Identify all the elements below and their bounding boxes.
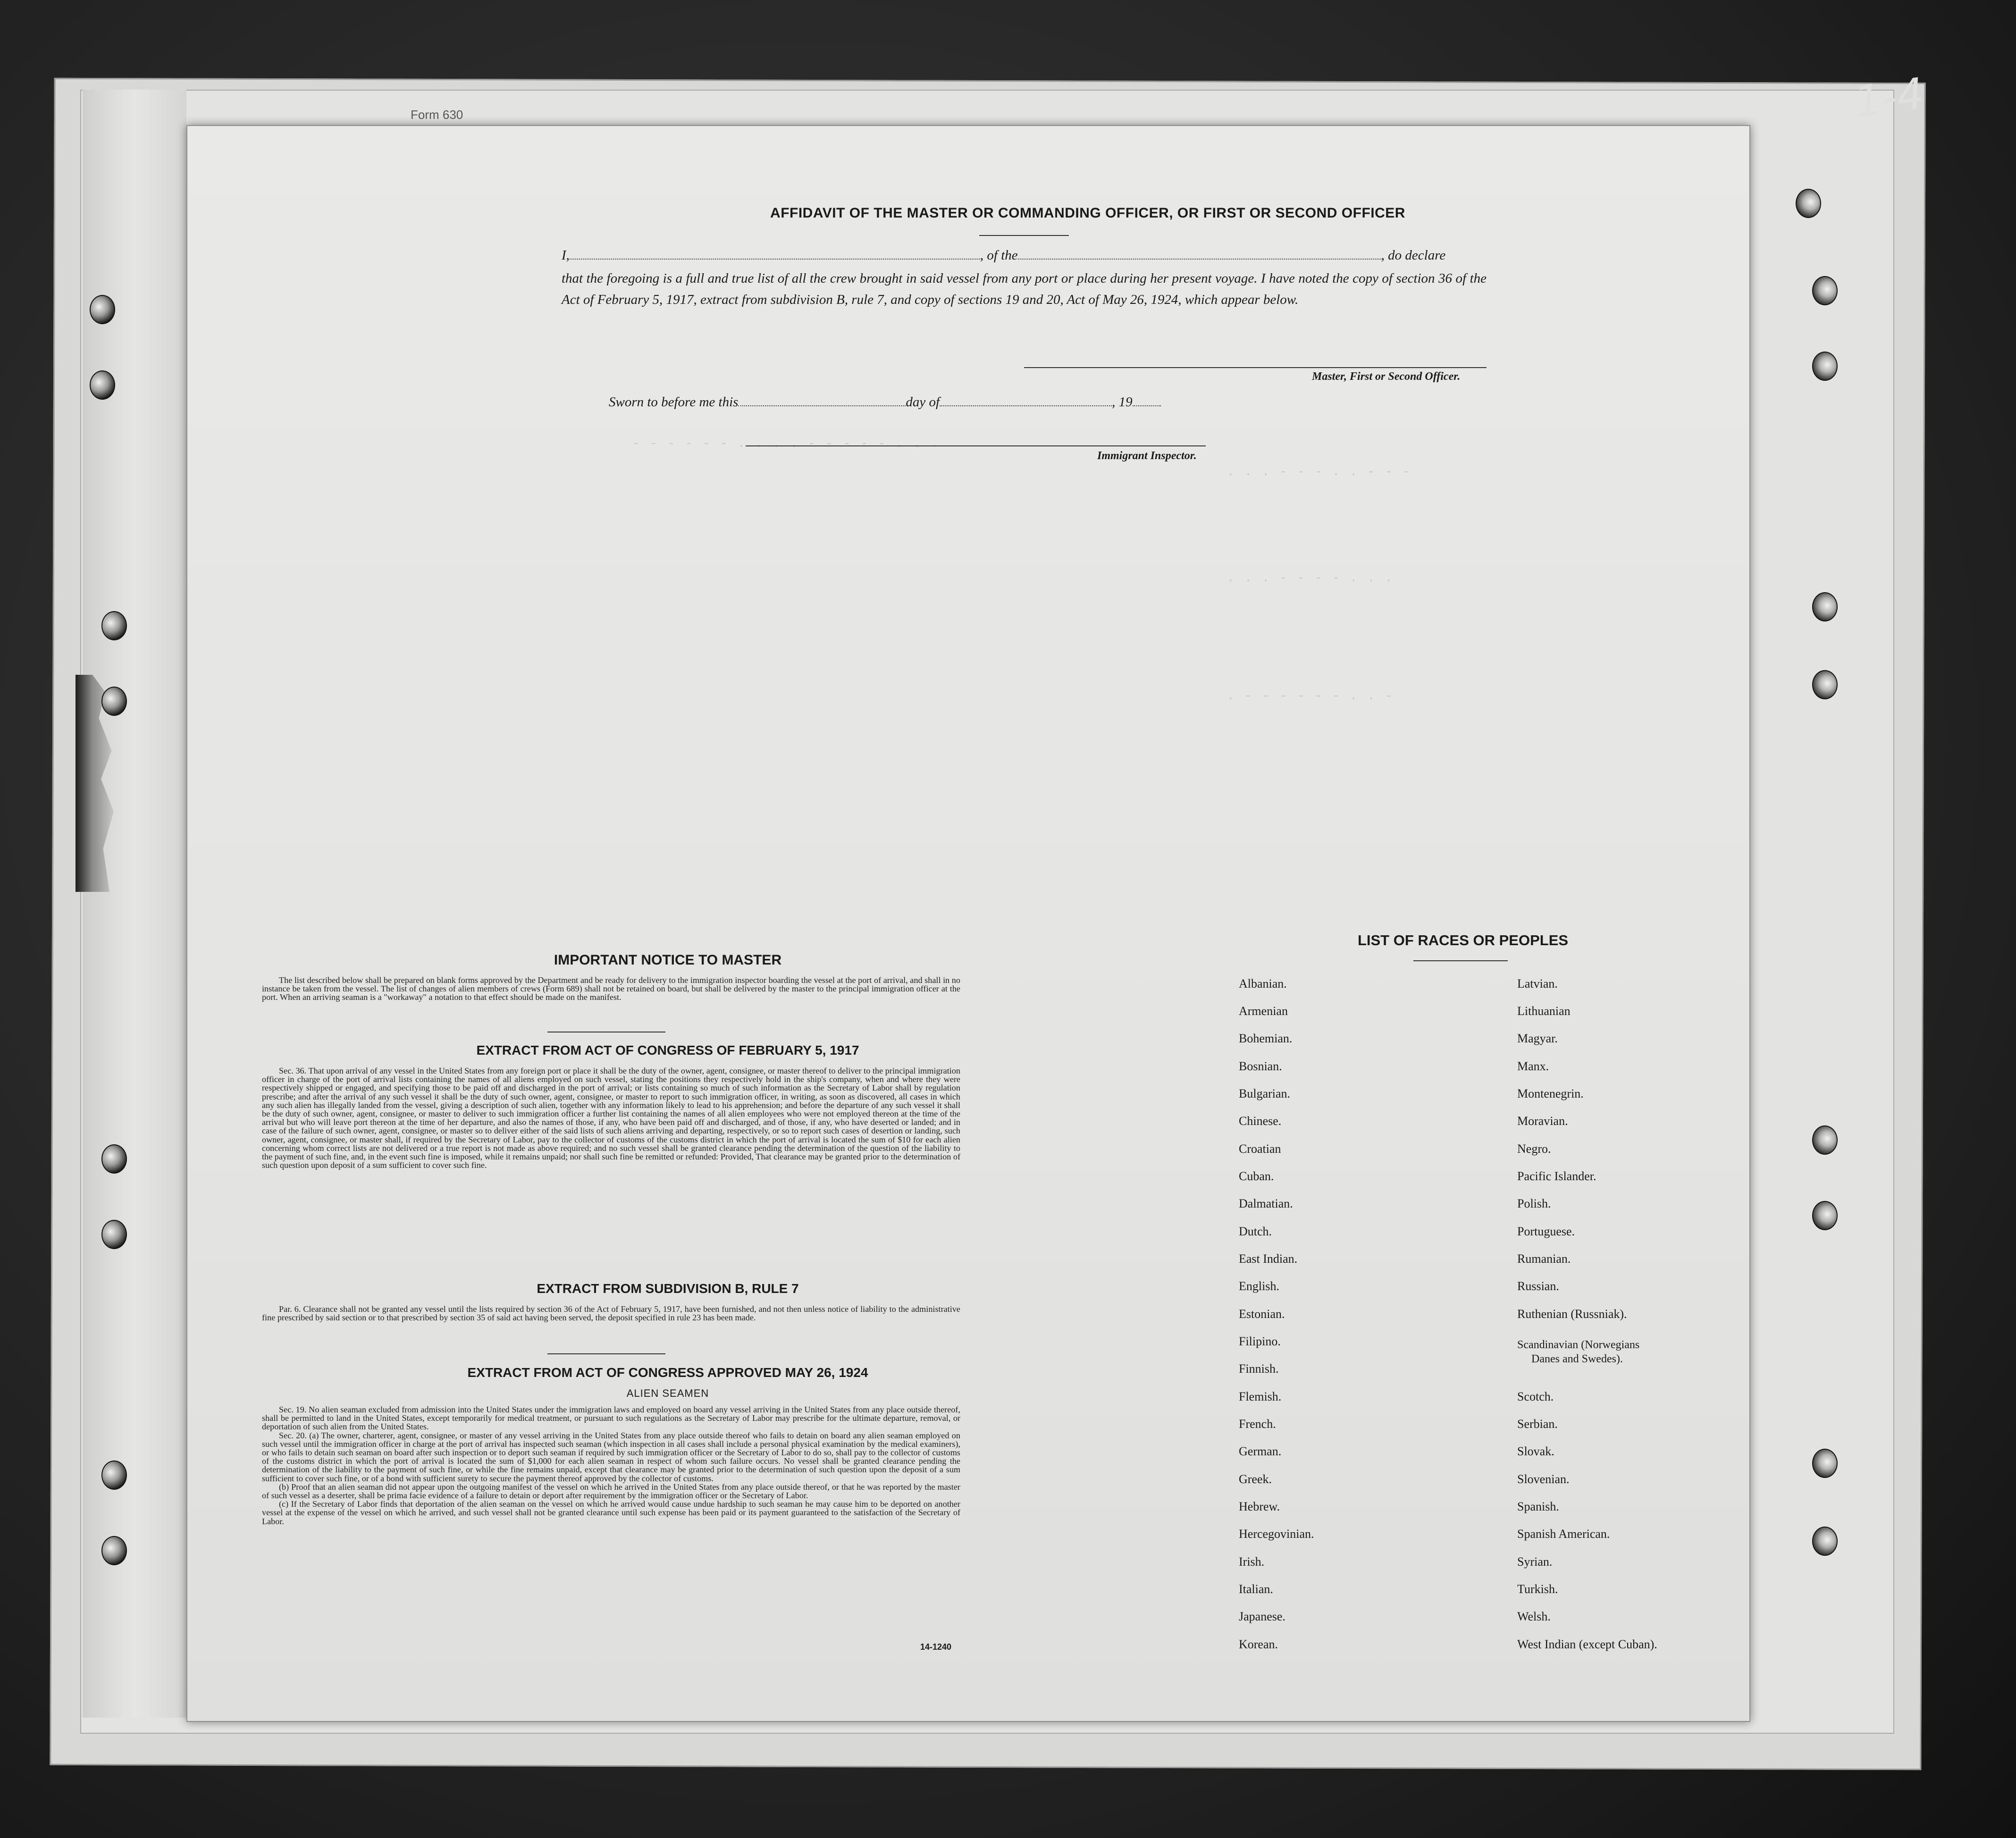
races-divider bbox=[1413, 960, 1508, 961]
inspector-signature-label: Immigrant Inspector. bbox=[1097, 450, 1197, 462]
affidavit-title: AFFIDAVIT OF THE MASTER OR COMMANDING OFFICER, OR FIRST OR SECOND OFFICER bbox=[770, 205, 1405, 221]
bleed-through-row: . . . - - - . . - - - bbox=[1227, 465, 1411, 479]
race-right-item: Danes and Swedes). bbox=[1531, 1353, 1623, 1365]
race-right-item: Rumanian. bbox=[1517, 1252, 1571, 1266]
name-blank[interactable] bbox=[570, 258, 980, 260]
race-right-item: Syrian. bbox=[1517, 1555, 1553, 1569]
vessel-blank[interactable] bbox=[1018, 258, 1381, 260]
race-left-item: Dalmatian. bbox=[1239, 1197, 1293, 1210]
decl-do-declare-label: , do declare bbox=[1381, 248, 1446, 263]
binder-hole bbox=[101, 1144, 127, 1174]
extract-1917-text bbox=[262, 1066, 960, 1169]
race-left-item: Finnish. bbox=[1239, 1362, 1279, 1376]
binding-strip bbox=[83, 90, 186, 1718]
decl-of-the-label: , of the bbox=[980, 248, 1018, 263]
race-right-item: Lithuanian bbox=[1517, 1004, 1571, 1018]
extract-rule7-paragraph: Par. 6. Clearance shall not be granted any vessel until the lists required by section 36 of the Act of February 5, 1917, have been furnished, and not then unless notice of liability to the administrative fine prescribed by said section or to that prescribed by section 35 of said act having been served, the deposit specified in rule 23 has been made. bbox=[262, 1304, 960, 1323]
binder-hole bbox=[1812, 352, 1838, 381]
binder-hole bbox=[1812, 276, 1838, 305]
race-right-item: Ruthenian (Russniak). bbox=[1517, 1307, 1627, 1321]
binder-hole bbox=[101, 1536, 127, 1565]
decl-i-label: I, bbox=[562, 248, 570, 263]
title-divider bbox=[979, 235, 1069, 236]
binder-hole bbox=[1812, 1527, 1838, 1556]
extract-1924-subtitle: ALIEN SEAMEN bbox=[626, 1387, 709, 1399]
race-left-item: Hercegovinian. bbox=[1239, 1527, 1314, 1541]
sworn-month-blank[interactable] bbox=[940, 405, 1112, 406]
bleed-through-row: . - - - - - - . . - bbox=[1227, 689, 1394, 703]
extract-rule7-title: EXTRACT FROM SUBDIVISION B, RULE 7 bbox=[537, 1281, 799, 1296]
sworn-year: , 19 bbox=[1112, 394, 1133, 410]
race-left-item: Albanian. bbox=[1239, 977, 1287, 990]
binder-hole bbox=[1796, 189, 1821, 218]
race-left-item: Croatian bbox=[1239, 1142, 1281, 1156]
race-right-item: Slovak. bbox=[1517, 1444, 1554, 1458]
corner-mark: 1-4 bbox=[1851, 68, 1927, 127]
race-left-item: Italian. bbox=[1239, 1582, 1273, 1596]
notice-paragraph: The list described below shall be prepared on blank forms approved by the Department and be ready for delivery to the immigration inspector boarding the vessel at the port of arrival, and shall in no instance be taken from the vessel. The list of changes of alien members of crews (Form 689) shall not be retained on board, but shall be delivered by the master to the principal immigration officer at the port. When an arriving seaman is a "workaway" a notation to that effect should be made on the manifest. bbox=[262, 975, 960, 1002]
notice-title: IMPORTANT NOTICE TO MASTER bbox=[554, 952, 782, 968]
race-right-item: Spanish American. bbox=[1517, 1527, 1610, 1541]
sworn-year-blank[interactable] bbox=[1133, 405, 1161, 406]
race-right-item: Turkish. bbox=[1517, 1582, 1558, 1596]
race-right-item: West Indian (except Cuban). bbox=[1517, 1637, 1657, 1651]
race-right-item: Pacific Islander. bbox=[1517, 1169, 1596, 1183]
race-left-item: Greek. bbox=[1239, 1472, 1272, 1486]
extract-1917-title: EXTRACT FROM ACT OF CONGRESS OF FEBRUARY 5, 1917 bbox=[476, 1043, 859, 1057]
race-left-item: English. bbox=[1239, 1279, 1279, 1293]
race-left-item: Bulgarian. bbox=[1239, 1087, 1291, 1100]
race-left-item: Bosnian. bbox=[1239, 1059, 1282, 1073]
race-right-item: Manx. bbox=[1517, 1059, 1549, 1073]
race-right-item: Portuguese. bbox=[1517, 1225, 1575, 1238]
binder-hole bbox=[1812, 670, 1838, 699]
binder-hole bbox=[1812, 1449, 1838, 1478]
binder-hole bbox=[1812, 592, 1838, 621]
bleed-through-row: . . . - - - - . . . bbox=[1227, 571, 1394, 585]
sec20a-paragraph: Sec. 20. (a) The owner, charterer, agent, consignee, or master of any vessel arriving in the United States from any place outside thereof who fails to detain on board any alien seaman employed on such vessel until the immigration officer in charge at the port of arrival has inspected such seaman (which inspection in all cases shall include a personal physical examination by the medical examiners), or who fails to detain such seaman on board after such inspection or to deport such seaman if required by such immigration officer or the Secretary of Labor to do so, shall pay to the collector of customs of the customs district in which the port of arrival is located the sum of $1,000 for each alien seaman in respect of whom such failure occurs. No vessel shall be granted clearance pending the determination of the liability to the payment of such fine, or while the fine remains unpaid, except that clearance may be granted prior to the determination of such question upon the deposit of a sum sufficient to cover such fine, or of a bond with sufficient surety to secure the payment thereof approved by the collector of customs. bbox=[262, 1430, 960, 1483]
extract-1924-text bbox=[262, 1405, 960, 1526]
race-left-item: Japanese. bbox=[1239, 1610, 1285, 1623]
race-left-item: Armenian bbox=[1239, 1004, 1288, 1018]
sec19-paragraph: Sec. 19. No alien seaman excluded from admission into the United States under the immigration laws and employed on board any vessel arriving in the United States from any place outside thereof, shall be permitted to land in the United States, except temporarily for medical treatment, or pursuant to such regulations as the Secretary of Labor may prescribe for the ultimate departure, removal, or deportation of such alien from the United States. bbox=[262, 1405, 960, 1432]
races-title: LIST OF RACES OR PEOPLES bbox=[1357, 932, 1569, 948]
race-left-item: Chinese. bbox=[1239, 1114, 1282, 1128]
race-right-item: Scotch. bbox=[1517, 1390, 1554, 1403]
notice-text bbox=[262, 976, 960, 1002]
race-left-item: Irish. bbox=[1239, 1555, 1265, 1569]
sworn-line bbox=[609, 394, 1161, 410]
race-left-item: French. bbox=[1239, 1417, 1276, 1431]
race-left-item: Cuban. bbox=[1239, 1169, 1274, 1183]
race-left-item: German. bbox=[1239, 1444, 1282, 1458]
extract-rule7-text bbox=[262, 1305, 960, 1322]
binder-hole bbox=[1812, 1125, 1838, 1155]
inspector-signature-line[interactable] bbox=[746, 445, 1206, 446]
extract-1924-title: EXTRACT FROM ACT OF CONGRESS APPROVED MAY 26, 1924 bbox=[467, 1365, 868, 1380]
sworn-day-blank[interactable] bbox=[738, 405, 906, 406]
sec20c-paragraph: (c) If the Secretary of Labor finds that deportation of the alien seaman on the vessel on which he arrived would cause undue hardship to such seaman he may cause him to be deported on another vessel at the expense of the vessel on which he arrived, and such vessel shall not be granted clearance until such expense has been paid or its payment guaranteed to the satisfaction of the Secretary of Labor. bbox=[262, 1499, 960, 1526]
bleed-through-row: - - - - - - . . . . - - - - - . . . bbox=[632, 436, 940, 451]
sworn-prefix: Sworn to before me this bbox=[609, 394, 739, 410]
binder-hole bbox=[1812, 1201, 1838, 1230]
race-left-item: Hebrew. bbox=[1239, 1500, 1280, 1513]
race-right-item: Moravian. bbox=[1517, 1114, 1568, 1128]
race-left-item: Filipino. bbox=[1239, 1334, 1281, 1348]
sworn-day-of: day of bbox=[906, 394, 940, 410]
race-left-item: Dutch. bbox=[1239, 1225, 1272, 1238]
master-signature-label: Master, First or Second Officer. bbox=[1312, 370, 1461, 383]
race-right-item: Latvian. bbox=[1517, 977, 1558, 990]
race-right-item: Spanish. bbox=[1517, 1500, 1559, 1513]
race-right-item: Scandinavian (Norwegians bbox=[1517, 1339, 1640, 1351]
race-left-item: Flemish. bbox=[1239, 1390, 1282, 1403]
binder-hole bbox=[90, 370, 115, 400]
race-right-item: Montenegrin. bbox=[1517, 1087, 1584, 1100]
race-right-item: Slovenian. bbox=[1517, 1472, 1570, 1486]
race-left-item: East Indian. bbox=[1239, 1252, 1298, 1266]
binder-hole bbox=[101, 611, 127, 640]
race-right-item: Welsh. bbox=[1517, 1610, 1551, 1623]
binder-hole bbox=[101, 687, 127, 716]
race-left-item: Bohemian. bbox=[1239, 1032, 1293, 1045]
sec20b-paragraph: (b) Proof that an alien seaman did not appear upon the outgoing manifest of the vessel on which he arrived in the United States from any place outside thereof, or that he was reported by the master of such vessel as a deserter, shall be prima facie evidence of a failure to detain or deport after requirement by the immigration officer or the Secretary of Labor. bbox=[262, 1482, 960, 1501]
race-right-item: Magyar. bbox=[1517, 1032, 1558, 1045]
binder-hole bbox=[90, 295, 115, 324]
master-signature-line[interactable] bbox=[1024, 367, 1487, 368]
form-number: Form 630 bbox=[411, 108, 463, 122]
race-left-item: Estonian. bbox=[1239, 1307, 1285, 1321]
footer-code: 14-1240 bbox=[920, 1642, 952, 1652]
affidavit-body: that the foregoing is a full and true list of all the crew brought in said vessel from any port or place during her present voyage. I have noted the copy of section 36 of the Act of February 5, 1917, extract from subdivision B, rule 7, and copy of sections 19 and 20, Act of May 26, 1924, which appear below. bbox=[562, 271, 1487, 307]
rule7-divider bbox=[547, 1353, 665, 1354]
binder-hole bbox=[101, 1220, 127, 1249]
extract-1917-paragraph: Sec. 36. That upon arrival of any vessel in the United States from any foreign port or place it shall be the duty of the owner, agent, consignee, or master thereof to deliver to the principal immigration officer in charge of the port of arrival lists containing the names of all aliens employed on such vessel, stating the positions they respectively hold in the ship's company, when and where they were respectively shipped or engaged, and specifying those to be paid off and discharged in the port of arrival; or lists containing so much of such information as the Secretary of Labor shall by regulation prescribe; and after the arrival of any such vessel it shall be the duty of such owner, agent, consignee, or master to report to such immigration officer, in writing, as soon as discovered, all cases in which any such alien has illegally landed from the vessel, giving a description of such alien, together with any information likely to lead to his apprehension; and before the departure of any such vessel it shall be the duty of such owner, agent, consignee, or master to deliver to such immigration officer a further list containing the names of all alien employees who were not employed thereon at the time of the arrival but who will leave port thereon at the time of her departure, and also the names of those, if any, who have been paid off and discharged, and of those, if any, who have deserted or landed; and in case of the failure of such owner, agent, consignee, or master so to deliver either of the said lists of such aliens arriving and departing, respectively, or so to report such cases of desertion or landing, such owner, agent, consignee, or master shall, if required by the Secretary of Labor, pay to the collector of customs of the customs district in which the port of arrival is located the sum of $10 for each alien concerning whom correct lists are not delivered or a true report is not made as above required; and no such vessel shall be granted clearance pending the determination of the question of the liability to the payment of such fine, and, in the event such fine is imposed, while it remains unpaid; nor shall such fine be remitted or refunded: Provided, That clearance may be granted prior to the determination of such question upon deposit of a sum sufficient to cover such fine. bbox=[262, 1066, 960, 1170]
race-right-item: Serbian. bbox=[1517, 1417, 1558, 1431]
declaration-line bbox=[562, 248, 1487, 263]
race-right-item: Polish. bbox=[1517, 1197, 1551, 1210]
race-right-item: Negro. bbox=[1517, 1142, 1551, 1156]
binder-hole bbox=[101, 1460, 127, 1490]
race-left-item: Korean. bbox=[1239, 1637, 1278, 1651]
race-right-item: Russian. bbox=[1517, 1279, 1559, 1293]
